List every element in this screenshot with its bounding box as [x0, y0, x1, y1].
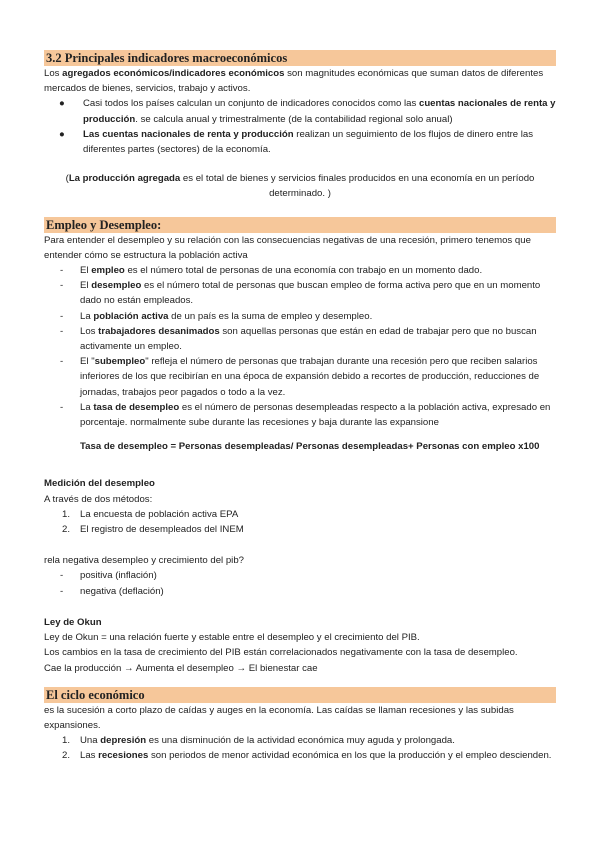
document-page: [44, 50, 556, 764]
list-item: 2. El registro de desempleados del INEM: [44, 522, 556, 537]
dash-marker: -: [60, 280, 64, 292]
list-number: 1.: [62, 508, 71, 520]
dash-marker: -: [60, 325, 64, 337]
subheading-okun: Ley de Okun: [44, 616, 102, 628]
dash-marker: -: [60, 585, 64, 597]
list-item: - El "subempleo" refleja el número de personas que trabajan durante una recesión pero que reciben salarios inferiores de los que recibirían en una época de expansión debido a recortes de producción, reducciones de jornadas, trabajos peor pagados o todo a la vez.: [60, 356, 540, 398]
list-item: - La población activa de un país es la suma de empleo y desempleo.: [44, 309, 556, 324]
dash-marker: -: [60, 265, 64, 277]
list-item: 1. Una depresión es una disminución de la actividad económica muy aguda y prolongada.: [44, 733, 556, 748]
question-relacion: rela negativa desempleo y crecimiento del pib?: [44, 555, 244, 567]
list-number: 1.: [62, 735, 71, 747]
list-item: - El desempleo es el número total de personas que buscan empleo de forma activa pero que en un momento dado no están empleados.: [60, 280, 541, 307]
section-title-indicadores: 3.2 Principales indicadores macroeconómicos: [44, 50, 556, 66]
formula-tasa-desempleo: Tasa de desempleo = Personas desempleadas/ Personas desempleadas+ Personas con empleo x100: [80, 441, 540, 453]
list-number: 2.: [62, 524, 71, 536]
section-title-ciclo: El ciclo económico: [44, 687, 556, 703]
paragraph-okun-3: Cae la producción → Aumenta el desempleo → El bienestar cae: [44, 662, 318, 674]
list-item: - El empleo es el número total de personas de una economía con trabajo en un momento dado.: [44, 263, 556, 278]
paragraph-agregados: Los agregados económicos/indicadores económicos son magnitudes económicas que suman datos de diferentes mercados de bienes, servicios, trabajo y activos.: [44, 68, 544, 95]
section-title-empleo: Empleo y Desempleo:: [44, 217, 556, 233]
paragraph-metodos: A través de dos métodos:: [44, 493, 153, 505]
paragraph-okun-1: Ley de Okun = una relación fuerte y estable entre el desempleo y el crecimiento del PIB.: [44, 632, 420, 644]
note-produccion-agregada: (La producción agregada es el total de bienes y servicios finales producidos en una economía en un período determinado. ): [65, 173, 535, 200]
paragraph-okun-2: Los cambios en la tasa de crecimiento del PIB están correlacionados negativamente con la tasa de desempleo.: [44, 647, 518, 659]
subheading-medicion: Medición del desempleo: [44, 478, 155, 490]
paragraph-ciclo-intro: es la sucesión a corto plazo de caídas y auges en la economía. Las caídas se llaman recesiones y las subidas expansiones.: [44, 704, 514, 731]
dash-marker: -: [60, 401, 64, 413]
list-item: ● Casi todos los países calculan un conjunto de indicadores conocidos como las cuentas nacionales de renta y producción. se calcula anual y trimestralmente (de la contabilidad regional solo anual): [59, 98, 556, 125]
list-item: - positiva (inflación): [44, 568, 556, 583]
list-item: ● Las cuentas nacionales de renta y producción realizan un seguimiento de los flujos de dinero entre las diferentes partes (sectores) de la economía.: [59, 128, 534, 156]
bullet-icon: ●: [59, 128, 65, 140]
dash-marker: -: [60, 310, 64, 322]
list-item: 1. La encuesta de población activa EPA: [44, 507, 556, 522]
bullet-icon: ●: [59, 98, 65, 110]
list-item: - negativa (deflación): [44, 584, 556, 599]
dash-marker: -: [60, 356, 64, 368]
list-item: - Los trabajadores desanimados son aquellas personas que están en edad de trabajar pero que no buscan activamente un empleo.: [60, 325, 537, 353]
list-number: 2.: [62, 750, 71, 762]
dash-marker: -: [60, 570, 64, 582]
list-item: 2. Las recesiones son periodos de menor actividad económica en los que la producción y el empleo descienden.: [44, 748, 556, 763]
paragraph-empleo-intro: Para entender el desempleo y su relación con las consecuencias negativas de una recesión, primero tenemos que entender cómo se estructura la población activa: [44, 234, 531, 261]
list-item: - La tasa de desempleo es el número de personas desempleadas respecto a la población activa, expresado en porcentaje. normalmente sube durante las recesiones y baja durante las expansione: [60, 401, 551, 429]
